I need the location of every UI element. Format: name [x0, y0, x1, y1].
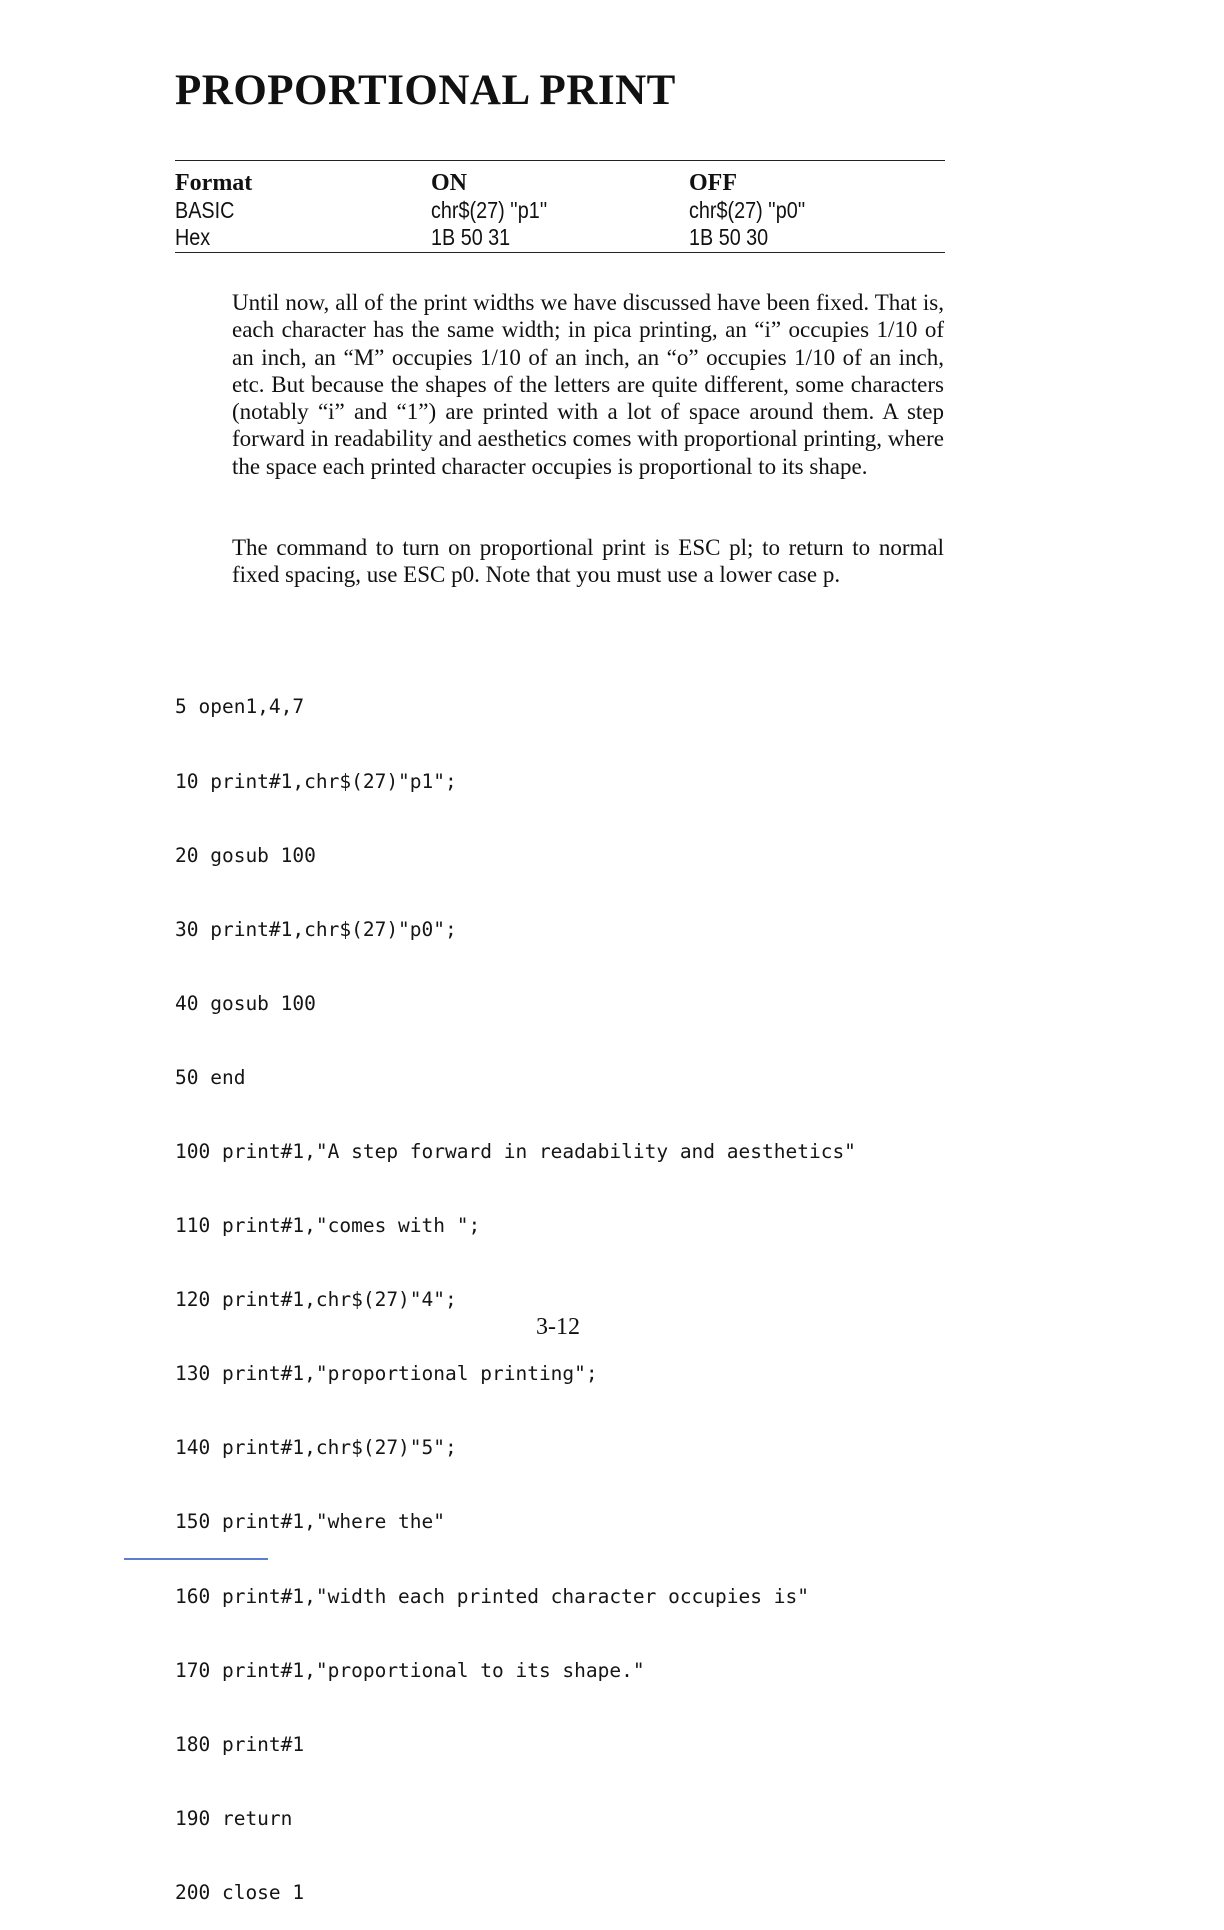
format-table-row-hex [175, 224, 945, 251]
format-table-row-basic [175, 197, 945, 224]
code-line: 110 print#1,"comes with "; [175, 1214, 481, 1238]
code-line: 190 return [175, 1806, 293, 1830]
header-off: OFF [689, 170, 737, 196]
row-hex-off: 1B 50 30 [689, 224, 769, 250]
code-line: 180 print#1 [175, 1732, 305, 1756]
code-line: 5 open1,4,7 [175, 695, 305, 719]
code-line: 40 gosub 100 [175, 991, 316, 1015]
row-basic-label: BASIC [175, 197, 235, 223]
code-line: 20 gosub 100 [175, 843, 316, 867]
code-line: 140 print#1,chr$(27)"5"; [175, 1436, 457, 1460]
row-hex-on: 1B 50 31 [431, 224, 511, 250]
code-line: 30 print#1,chr$(27)"p0"; [175, 917, 457, 941]
code-line: 100 print#1,"A step forward in readability and aesthetics" [175, 1139, 856, 1163]
code-line: 120 print#1,chr$(27)"4"; [175, 1288, 457, 1312]
code-line: 200 close 1 [175, 1880, 305, 1904]
body-paragraph-1: Until now, all of the print widths we have discussed have been fixed. That is, each character has the same width; in pica printing, an “i” occupies 1/10 of an inch, an “M” occupies 1/10 of an inch, an “o” occupies 1/10 of an inch, etc. But because the shapes of the letters are quite different, some characters (notably “i” and “1”) are printed with a lot of space around them. A step forward in readability and aesthetics comes with proportional printing, where the space each printed character occupies is proportional to its shape. [232, 290, 944, 479]
body-paragraph-2: The command to turn on proportional print is ESC pl; to return to normal fixed spacing, use ESC p0. Note that you must use a lower case p. [232, 535, 944, 588]
code-line: 170 print#1,"proportional to its shape." [175, 1658, 645, 1682]
code-line: 50 end [175, 1065, 246, 1089]
format-table-header [175, 170, 945, 197]
table-top-rule [175, 160, 945, 161]
row-hex-label: Hex [175, 224, 211, 250]
row-basic-off: chr$(27) ''p0'' [689, 197, 806, 223]
row-basic-on: chr$(27) ''p1'' [431, 197, 548, 223]
header-on: ON [431, 170, 467, 196]
footer-underline [124, 1558, 268, 1560]
code-line: 150 print#1,"where the" [175, 1510, 446, 1534]
table-bottom-rule [175, 252, 945, 253]
code-line: 130 print#1,"proportional printing"; [175, 1362, 598, 1386]
code-line: 10 print#1,chr$(27)"p1"; [175, 769, 457, 793]
basic-program-listing [175, 646, 856, 1930]
header-format: Format [175, 170, 253, 196]
code-line: 160 print#1,"width each printed character occupies is" [175, 1584, 809, 1608]
page-title: PROPORTIONAL PRINT [175, 67, 676, 114]
page-number: 3-12 [536, 1314, 580, 1340]
